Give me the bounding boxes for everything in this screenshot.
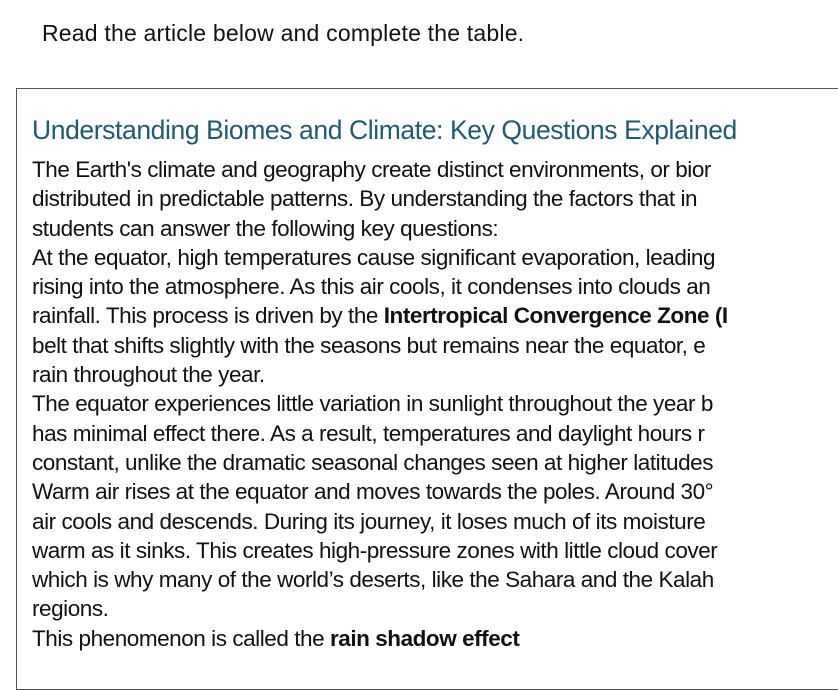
article-line: has minimal effect there. As a result, temperatures and daylight hours r	[32, 420, 705, 446]
article-line: air cools and descends. During its journey, it loses much of its moisture	[32, 508, 706, 534]
article-line: warm as it sinks. This creates high-pressure zones with little cloud cover	[32, 537, 718, 563]
instruction-text: Read the article below and complete the table.	[42, 20, 525, 46]
article-line: rising into the atmosphere. As this air cools, it condenses into clouds an	[32, 274, 711, 300]
article-line: rain throughout the year.	[32, 362, 265, 388]
article-line: distributed in predictable patterns. By understanding the factors that in	[32, 186, 698, 212]
article-line	[32, 624, 728, 653]
article-line: belt that shifts slightly with the seasons but remains near the equator, e	[32, 332, 706, 358]
article-line: regions.	[32, 596, 109, 622]
article-body	[32, 155, 728, 653]
article-line: constant, unlike the dramatic seasonal changes seen at higher latitudes	[32, 449, 713, 475]
article-line: Warm air rises at the equator and moves towards the poles. Around 30°	[32, 479, 714, 505]
article-line: students can answer the following key questions:	[32, 215, 499, 241]
article-line	[32, 301, 728, 330]
rain-shadow-term: rain shadow effect	[329, 625, 520, 651]
article-line: The equator experiences little variation in sunlight throughout the year b	[32, 391, 713, 417]
article-title: Understanding Biomes and Climate: Key Questions Explained	[32, 115, 737, 145]
article-line: The Earth's climate and geography create distinct environments, or bior	[32, 157, 711, 182]
itcz-term: Intertropical Convergence Zone (I	[383, 303, 728, 329]
article-line: which is why many of the world’s deserts, like the Sahara and the Kalah	[32, 567, 714, 593]
article-box	[16, 88, 838, 690]
article-text: rainfall. This process is driven by the	[32, 303, 384, 329]
article-line: At the equator, high temperatures cause significant evaporation, leading	[32, 244, 716, 270]
article-text: This phenomenon is called the	[32, 625, 330, 651]
